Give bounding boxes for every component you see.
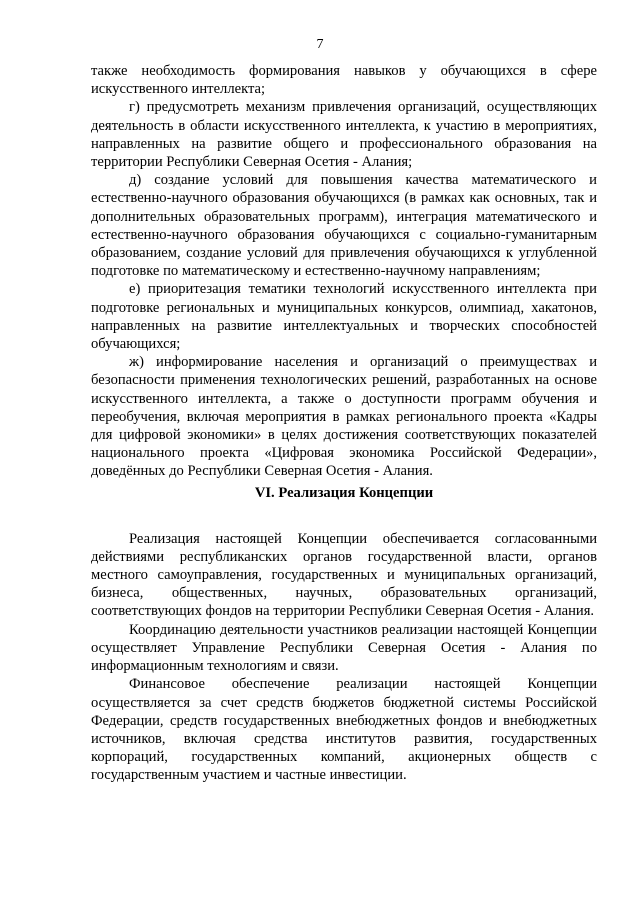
paragraph-continuation: также необходимость формирования навыков у обучающихся в сфере искусственного интеллекта; [91, 63, 597, 98]
list-item-g: г) предусмотреть механизм привлечения организаций, осуществляющих деятельность в области искусственного интеллекта, к участию в мероприятиях, направленных на развитие общего и профессионального образования на территории Республики Северная Осетия - Алания; [91, 99, 597, 171]
list-item-d: д) создание условий для повышения качества математического и естественно-научного образования обучающихся (в рамках как основных, так и дополнительных образовательных программ), интеграция математического и естественно-научного образования обучающихся с социально-гуманитарным образованием, создание условий для привлечения обучающихся к углубленной подготовке по математическому и естественно-научному направлениям; [91, 172, 597, 280]
paragraph-coordination: Координацию деятельности участников реализации настоящей Концепции осуществляет Управление Республики Северная Осетия - Алания по информационным технологиям и связи. [91, 621, 597, 675]
paragraph-financing: Финансовое обеспечение реализации настоящей Концепции осуществляется за счет средств бюджетов бюджетной системы Российской Федерации, средств государственных внебюджетных фондов и внебюджетных источников, включая средства институтов развития, государственных корпораций, государственных компаний, акционерных обществ с государственным участием и частные инвестиции. [91, 676, 597, 784]
list-item-e: е) приоритезация тематики технологий искусственного интеллекта при подготовке региональных и муниципальных конкурсов, олимпиад, хакатонов, направленных на развитие интеллектуальных и творческих способностей обучающихся; [91, 281, 597, 353]
section-heading: VI. Реализация Концепции [254, 484, 434, 501]
list-item-zh: ж) информирование населения и организаций о преимуществах и безопасности применения технологических решений, разработанных на основе искусственного интеллекта, а также о доступности программ обучения и переобучения, включая мероприятия в рамках регионального проекта «Кадры для цифровой экономики» в целях достижения соответствующих показателей национального проекта «Цифровая экономика Российской Федерации», доведённых до Республики Северная Осетия - Алания. [91, 354, 597, 480]
paragraph-implementation: Реализация настоящей Концепции обеспечивается согласованными действиями республиканских органов государственной власти, органов местного самоуправления, государственных и муниципальных организаций, бизнеса, общественных, научных, образовательных организаций, соответствующих фондов на территории Республики Северная Осетия - Алания. [91, 530, 597, 620]
document-body [91, 62, 597, 785]
page-number: 7 [316, 37, 324, 52]
